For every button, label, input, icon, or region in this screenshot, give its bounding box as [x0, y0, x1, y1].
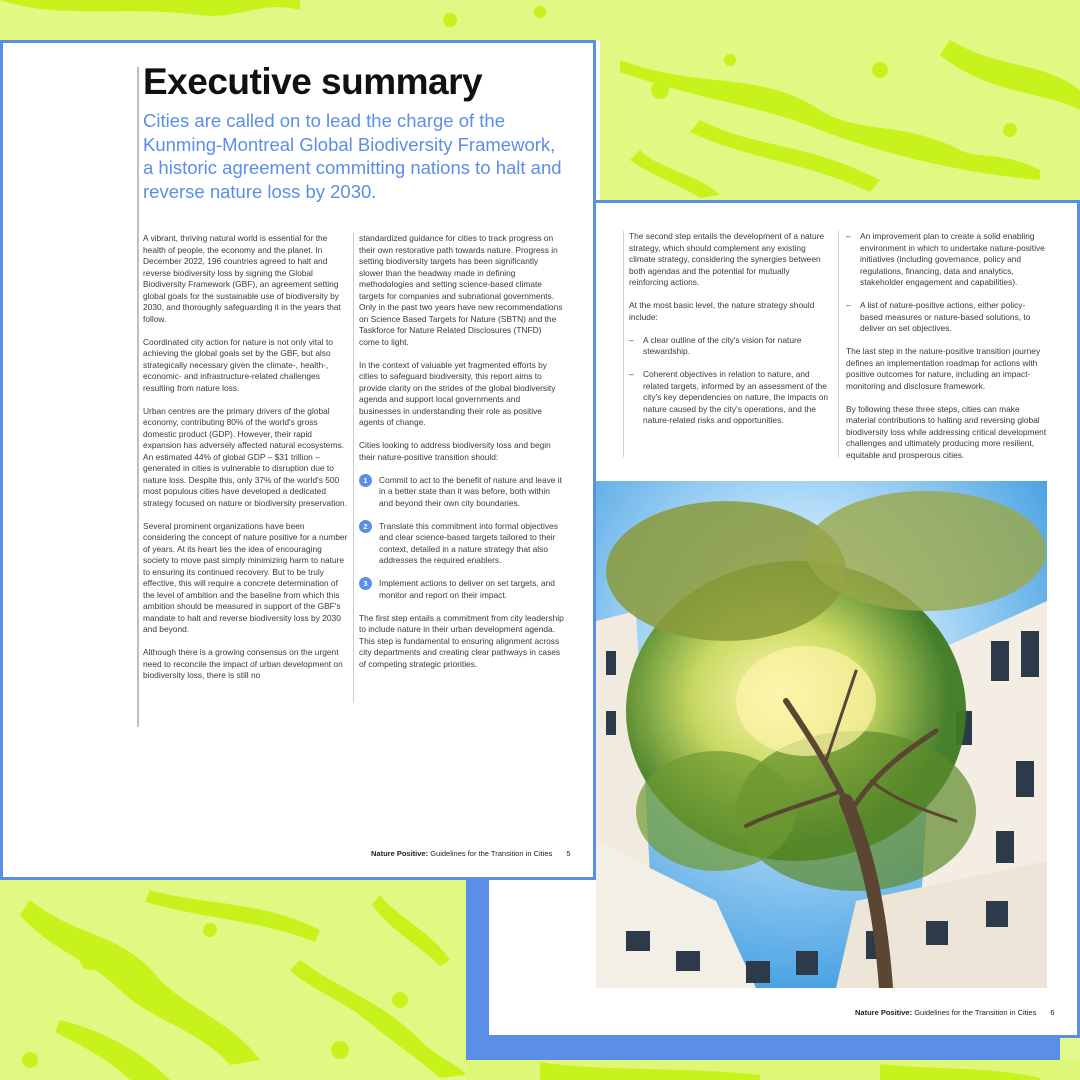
column-divider: [838, 231, 839, 457]
page6-column-1: [629, 231, 829, 438]
step-text: Commit to act to the benefit of nature and leave it in a better state than it was before, both within and beyond their own city boundaries.: [379, 474, 562, 508]
list-item: [846, 300, 1048, 335]
dash-bullet: –: [629, 334, 634, 345]
page5-paragraph: standardized guidance for cities to track progress on their own restorative path towards nature. Progress in setting biodiversity targets has been significantly slower than the headway made in defining methodologies and setting science-based climate targets for companies and subnational governments. Only in the past two years have new recommendations on Science Based Targets for Nature (SBTN) and the Taskforce for Nature Related Disclosures (TNFD) come to light.: [359, 233, 563, 347]
step-number-badge: 2: [359, 520, 372, 533]
page5-paragraph: Cities looking to address biodiversity loss and begin their nature-positive transition should:: [359, 440, 551, 462]
steps-list: [359, 475, 564, 602]
footer-publication: Nature Positive:: [855, 1008, 913, 1017]
tree-illustration: [596, 481, 1047, 988]
list-item-text: A list of nature-positive actions, either policy-based measures or nature-based solutions, to deliver on set objectives.: [860, 300, 1031, 333]
page-number: 6: [1050, 1008, 1055, 1017]
page5-column-1: [143, 233, 348, 693]
page5-paragraph: In the context of valuable yet fragmented efforts by cities to safeguard biodiversity, this report aims to provide clarity on the strides of the global biodiversity agenda and support local governments and businesses in understanding their role as positive agents of change.: [359, 359, 556, 427]
page5-paragraph: A vibrant, thriving natural world is essential for the health of people, the economy and the planet. In December 2022, 196 countries agreed to halt and reverse biodiversity loss by signing the Global Biodiversity Framework (GBF), an agreement setting global goals for the sustainable use of biodiversity by 2030, and thoroughly safeguarding it in the years that follow.: [143, 233, 341, 324]
page6-paragraph: At the most basic level, the nature strategy should include:: [629, 300, 815, 322]
page5-footer: [371, 849, 571, 858]
step-item: [359, 578, 564, 601]
dash-bullet: –: [846, 231, 851, 241]
list-item-text: A clear outline of the city's vision for nature stewardship.: [643, 334, 802, 356]
page6-footer: [855, 1008, 1055, 1017]
step-number-badge: 3: [359, 577, 372, 590]
courtyard-tree-photo: [596, 481, 1047, 988]
page5-paragraph: Several prominent organizations have been considering the concept of nature positive for a number of years. At its heart lies the idea of encouraging society to move past simply minimizing harm to nature to ensuring its continued recovery. But to be truly effective, this will require a concrete determination of the level of ambition and the baseline from which this ambition should be measured in support of the GBF's mandate to halt and reverse biodiversity loss by 2030 and beyond.: [143, 520, 348, 634]
page-title: Executive summary: [143, 61, 483, 102]
lede-text: Cities are called on to lead the charge of the Kunming-Montreal Global Biodiversity Framework, a historic agreement committing nations to halt and reverse nature loss by 2030.: [143, 110, 562, 202]
list-item-text: Coherent objectives in relation to nature, and related targets, informed by an assessment of the city's key dependencies on nature, the impacts on nature caused by the city's operations, and the nature-related risks and opportunities.: [643, 369, 829, 425]
page5-paragraph: Although there is a growing consensus on the urgent need to reconcile the impact of urban development on biodiversity loss, there is still no: [143, 647, 343, 680]
step-item: [359, 521, 564, 567]
column-divider: [623, 231, 624, 457]
dash-bullet: –: [846, 300, 851, 310]
strategy-list-continued: [846, 231, 1048, 335]
page6-paragraph: The last step in the nature-positive transition journey defines an implementation roadmap for actions with positive outcomes for nature, including an impact-monitoring and disclosure framework.: [846, 346, 1041, 391]
list-item: [846, 231, 1048, 289]
page5-paragraph: Urban centres are the primary drivers of the global economy, contributing 80% of the world's gross domestic product (GDP). However, their rapid expansion has adversely affected natural ecosystems. An estimated 44% of global GDP – $31 trillion – generated in cities is vulnerable to disruption due to nature loss. Despite this, only 37% of the world's 500 most populous cities have developed a dedicated strategy focused on nature or biodiversity preservation.: [143, 405, 347, 508]
list-item-text: An improvement plan to create a solid enabling environment in which to undertake nature-positive initiatives (including governance, policy and regulations, financing, data and analytics, stakeholder engagement and capabilities).: [860, 231, 1045, 287]
list-item: [629, 369, 829, 427]
title-rule: [137, 67, 139, 727]
footer-subtitle: Guidelines for the Transition in Cities: [428, 849, 553, 858]
dash-bullet: –: [629, 369, 634, 379]
step-item: [359, 475, 564, 510]
footer-publication: Nature Positive:: [371, 849, 429, 858]
page6-paragraph: The second step entails the development of a nature strategy, which should complement any existing climate strategy, considering the synergies between both agendas and the potential for mutually reinforcing actions.: [629, 231, 825, 287]
list-item: [629, 335, 829, 358]
page6-column-2: [846, 231, 1048, 473]
page-5: [0, 40, 596, 880]
strategy-list: [629, 335, 829, 427]
page5-paragraph: Coordinated city action for nature is not only vital to achieving the global goals set by the GBF, but also strategically necessary given the climate-, health-, economic- and infrastructure-related challenges resulting from nature loss.: [143, 336, 333, 393]
step-text: Implement actions to deliver on set targets, and monitor and report on their impact.: [379, 578, 555, 600]
page5-column-2: [359, 233, 564, 682]
step-number-badge: 1: [359, 474, 372, 487]
step-text: Translate this commitment into formal objectives and clear science-based targets tailored to their context, detailed in a nature strategy that also addresses the required enablers.: [379, 520, 558, 565]
column-divider: [353, 233, 354, 703]
page6-paragraph: By following these three steps, cities can make material contributions to halting and reversing global biodiversity loss while addressing critical development challenges and ultimately producing more resilient, equitable and prosperous cities.: [846, 403, 1047, 460]
page5-paragraph: The first step entails a commitment from city leadership to include nature in their urban development agenda. This step is fundamental to ensuring alignment across city departments and creating clear pathways in cases of competing strategic priorities.: [359, 612, 564, 669]
page-number: 5: [566, 849, 571, 858]
footer-subtitle: Guidelines for the Transition in Cities: [912, 1008, 1037, 1017]
